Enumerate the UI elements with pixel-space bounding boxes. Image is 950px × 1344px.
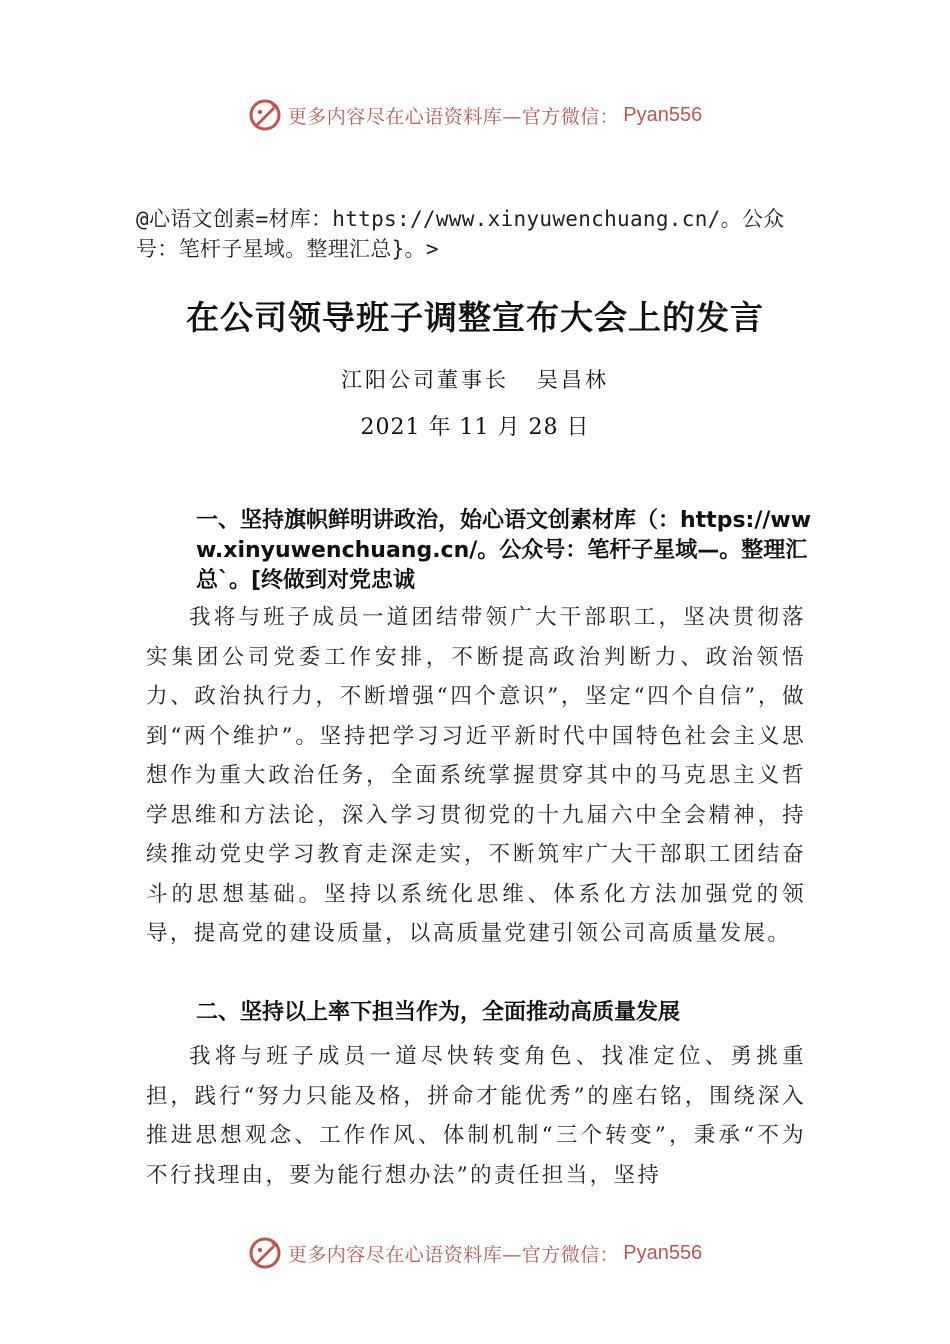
document-title: 在公司领导班子调整宣布大会上的发言 <box>186 298 764 337</box>
author-position: 江阳公司董事长 <box>341 368 509 392</box>
banner-text: 更多内容尽在心语资料库—官方微信： <box>287 105 620 128</box>
footer-watermark-banner <box>0 1233 950 1273</box>
banner-handle: Pyan556 <box>623 103 703 126</box>
section-heading-1: 一、坚持旗帜鲜明讲政治，始心语文创素材库（：https://www.xinyuwenchuang.cn/。公众号：笔杆子星域—。整理汇总`。[终做到对党忠诚 <box>196 508 812 593</box>
banner-handle: Pyan556 <box>623 1241 703 1264</box>
section-heading-2: 二、坚持以上率下担当作为，全面推动高质量发展 <box>196 1000 681 1025</box>
author-line <box>0 364 950 394</box>
quill-logo-icon <box>248 1236 282 1270</box>
author-name: 吴昌林 <box>537 368 609 392</box>
quill-logo-icon <box>248 98 282 132</box>
document-date: 2021 年 11 月 28 日 <box>360 415 590 440</box>
section-paragraph-1: 我将与班子成员一道团结带领广大干部职工，坚决贯彻落实集团公司党委工作安排，不断提高政治判断力、政治领悟力、政治执行力，不断增强“四个意识”，坚定“四个自信”，做到“两个维护”。坚持把学习习近平新时代中国特色社会主义思想作为重大政治任务，全面系统掌握贯穿其中的马克思主义哲学思维和方法论，深入学习贯彻党的十九届六中全会精神，持续推动党史学习教育走深走实，不断筑牢广大干部职工团结奋斗的思想基础。坚持以系统化思维、体系化方法加强党的领导，提高党的建设质量，以高质量党建引领公司高质量发展。 <box>146 605 806 946</box>
source-notice: @心语文创素=材库：https://www.xinyuwenchuang.cn/。公众号：笔杆子星域。整理汇总}。> <box>136 207 785 261</box>
section-paragraph-2: 我将与班子成员一道尽快转变角色、找准定位、勇挑重担，践行“努力只能及格，拼命才能优秀”的座右铭，围绕深入推进思想观念、工作作风、体制机制“三个转变”，秉承“不为不行找理由，要为能行想办法”的责任担当，坚持 <box>146 1044 806 1188</box>
header-watermark-banner <box>0 95 950 135</box>
banner-text: 更多内容尽在心语资料库—官方微信： <box>287 1243 620 1266</box>
